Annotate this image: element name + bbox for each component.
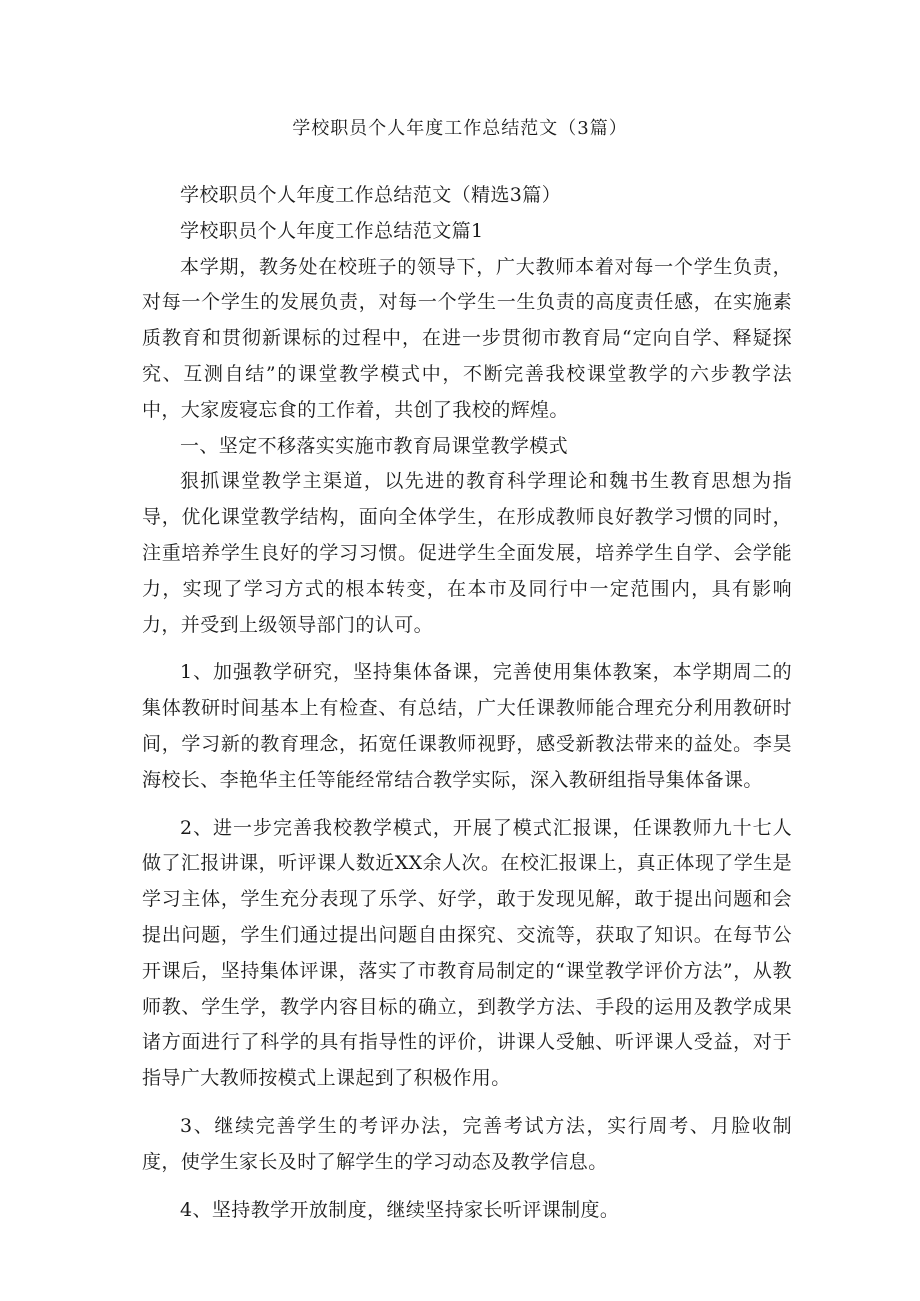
list-item-paragraph: 4、坚持教学开放制度，继续坚持家长听评课制度。 (180, 1198, 620, 1221)
section-heading-paragraph: 学校职员个人年度工作总结范文篇1 (180, 219, 484, 242)
body-paragraph: 狠抓课堂教学主渠道，以先进的教育科学理论和魏书生教育思想为指导，优化课堂教学结构，面向全体学生，在形成教师良好教学习惯的同时，注重培养学生良好的学习习惯。促进学生全面发展，培养学生自学、会学能力，实现了学习方式的根本转变，在本市及同行中一定范围内，具有影响力，并受到上级领导部门的认可。 (142, 470, 792, 636)
subtitle-paragraph: 学校职员个人年度工作总结范文（精选3篇） (180, 184, 562, 206)
document-body (142, 178, 792, 1228)
list-item-paragraph: 3、继续完善学生的考评办法，完善考试方法，实行周考、月脸收制度，使学生家长及时了解学生的学习动态及教学信息。 (142, 1114, 792, 1173)
document-title: 学校职员个人年度工作总结范文（3篇） (292, 118, 628, 139)
list-item-paragraph: 1、加强教学研究，坚持集体备课，完善使用集体教案，本学期周二的集体教研时间基本上有检查、有总结，广大任课教师能合理充分利用教研时间，学习新的教育理念，拓宽任课教师视野，感受新教法带来的益处。李昊海校长、李艳华主任等能经常结合教学实际，深入教研组指导集体备课。 (142, 661, 792, 791)
list-item-paragraph: 2、进一步完善我校教学模式，开展了模式汇报课，任课教师九十七人做了汇报讲课，听评课人数近XX余人次。在校汇报课上，真正体现了学生是学习主体，学生充分表现了乐学、好学，敢于发现见解，敢于提出问题和会提出问题，学生们通过提出问题自由探究、交流等，获取了知识。在每节公开课后，坚持集体评课，落实了市教育局制定的“课堂教学评价方法”，从教师教、学生学，教学内容目标的确立，到教学方法、手段的运用及教学成果诸方面进行了科学的具有指导性的评价，讲课人受触、听评课人受益，对于指导广大教师按模式上课起到了积极作用。 (142, 816, 792, 1090)
heading-one-paragraph: 一、坚定不移落实实施市教育局课堂教学模式 (180, 434, 569, 457)
intro-paragraph: 本学期，教务处在校班子的领导下，广大教师本着对每一个学生负责，对每一个学生的发展负责，对每一个学生一生负责的高度责任感，在实施素质教育和贯彻新课标的过程中，在进一步贯彻市教育局“定向自学、释疑探究、互测自结”的课堂教学模式中，不断完善我校课堂教学的六步教学法中，大家废寝忘食的工作着，共创了我校的辉煌。 (142, 255, 792, 421)
